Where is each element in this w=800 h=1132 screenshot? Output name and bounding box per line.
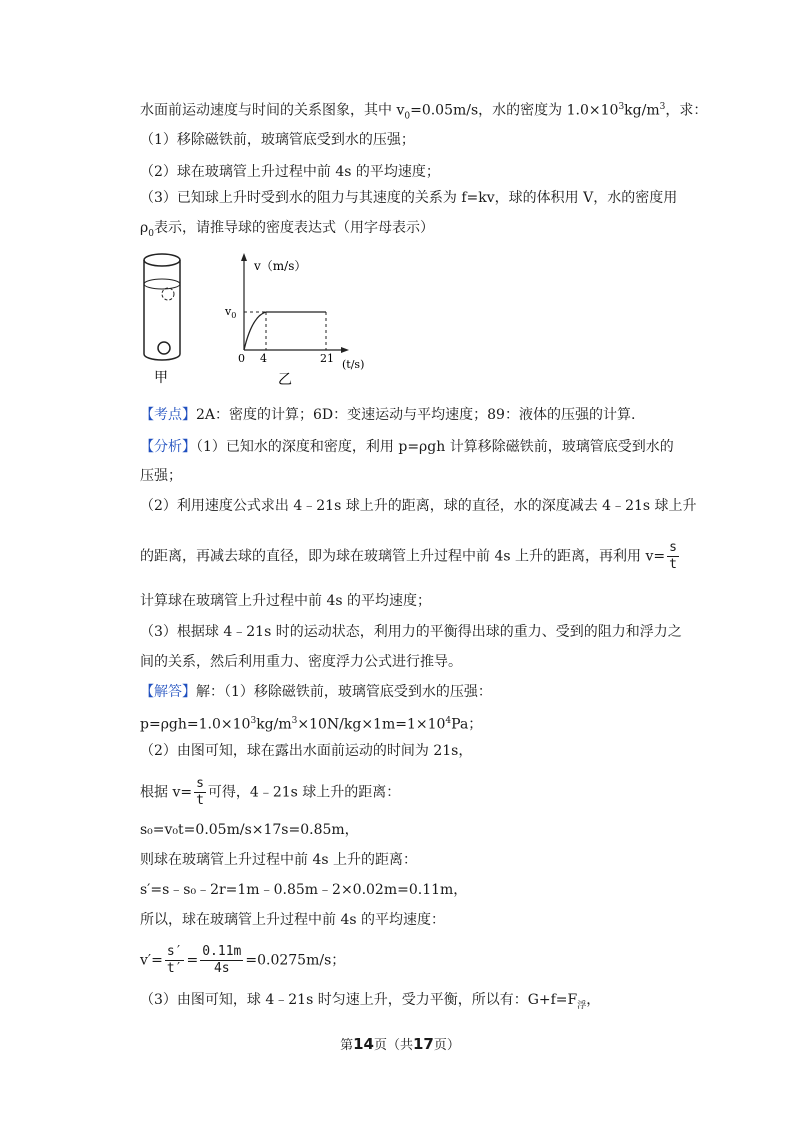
y-axis-label: v（m/s） xyxy=(254,259,307,273)
jieda-line-7: s′=s﹣s₀﹣2r=1m﹣0.85m﹣2×0.02m=0.11m， xyxy=(140,882,468,898)
x-tick-21: 21 xyxy=(320,352,334,365)
jieda-line-5: s₀=v₀t=0.05m/s×17s=0.85m， xyxy=(140,822,359,838)
kaodian-tag: 【考点】 xyxy=(140,407,196,423)
fenxi-line-6: （3）根据球 4﹣21s 时的运动状态，利用力的平衡得出球的重力、受到的阻力和浮力之 xyxy=(140,624,682,640)
current-page: 14 xyxy=(353,1035,374,1053)
fenxi-tag: 【分析】 xyxy=(140,439,196,455)
fenxi-line-7: 间的关系，然后利用重力、密度浮力公式进行推导。 xyxy=(140,654,462,670)
velocity-curve xyxy=(244,312,266,350)
fenxi-line-1: 【分析】（1）已知水的深度和密度，利用 p=ρgh 计算移除磁铁前，玻璃管底受到水的 xyxy=(140,439,674,455)
question-part-2: （2）球在玻璃管上升过程中前 4s 的平均速度； xyxy=(140,164,440,180)
figure-jia-tube xyxy=(140,248,210,388)
jieda-line-9: v′= $\frac{s'}{t'}$ = $\frac{0.11m}{4s}$ =0.0275m/s； xyxy=(140,944,346,976)
origin-label: 0 xyxy=(238,352,245,365)
jieda-tag: 【解答】 xyxy=(140,684,196,700)
jieda-line-8: 所以，球在玻璃管上升过程中前 4s 的平均速度： xyxy=(140,912,445,928)
fenxi-line-5: 计算球在玻璃管上升过程中前 4s 的平均速度； xyxy=(140,593,431,609)
page-footer: 第14页（共17页） xyxy=(340,1035,460,1053)
jieda-line-4: 根据 v= $\frac{s}{t}$ 可得，4﹣21s 球上升的距离： xyxy=(140,776,401,808)
jieda-line-6: 则球在玻璃管上升过程中前 4s 上升的距离： xyxy=(140,852,417,868)
jieda-line-3: （2）由图可知，球在露出水面前运动的时间为 21s， xyxy=(140,743,473,759)
x-tick-4: 4 xyxy=(260,352,267,365)
fenxi-line-4: 的距离，再减去球的直径，即为球在玻璃管上升过程中前 4s 上升的距离，再利用 v= $\frac{s}{t}$ xyxy=(140,540,677,572)
x-axis-label: (t/s) xyxy=(342,358,365,371)
jieda-line-2: $p=\rho gh=1.0\times 10^3kg/m^3\times 10N/kg\times 1m=1\times 10^4Pa$； xyxy=(140,716,483,733)
fenxi-line-2: 压强； xyxy=(140,468,182,484)
fraction-value: $\frac{0.11m}{4s}$ xyxy=(202,944,242,976)
jieda-line-1: 【解答】解：（1）移除磁铁前，玻璃管底受到水的压强： xyxy=(140,684,492,700)
fraction-s-over-t: $\frac{s}{t}$ xyxy=(669,540,677,572)
question-part-1: （1）移除磁铁前，玻璃管底受到水的压强； xyxy=(140,132,415,148)
question-part-3-cont: $\rho_0$表示，请推导球的密度表达式（用字母表示） xyxy=(140,220,434,239)
total-pages: 17 xyxy=(413,1035,434,1053)
kaodian-line: 【考点】2A：密度的计算；6D：变速运动与平均速度；89：液体的压强的计算. xyxy=(140,407,636,423)
v0-label: $v_0$ xyxy=(225,305,237,320)
fenxi-line-3: （2）利用速度公式求出 4﹣21s 球上升的距离，球的直径，水的深度减去 4﹣21s 球上升 xyxy=(140,498,697,514)
fraction-s-prime-over-t-prime: $\frac{s'}{t'}$ xyxy=(166,944,183,976)
fraction-s-over-t-2: $\frac{s}{t}$ xyxy=(196,776,204,808)
jieda-line-10: （3）由图可知，球 4﹣21s 时匀速上升，受力平衡，所以有：$G+f=F_浮$， xyxy=(140,992,601,1011)
figure-yi-label: 乙 xyxy=(278,372,292,388)
figure-yi-graph xyxy=(222,250,382,390)
figure-jia-label: 甲 xyxy=(154,370,168,386)
question-part-3: （3）已知球上升时受到水的阻力与其速度的关系为 f=kv，球的体积用 V，水的密度用 xyxy=(140,190,678,206)
question-intro: 水面前运动速度与时间的关系图象，其中 $v_0=0.05m/s$，水的密度为 $1.0\times 10^3kg/m^3$，求： xyxy=(140,102,708,122)
